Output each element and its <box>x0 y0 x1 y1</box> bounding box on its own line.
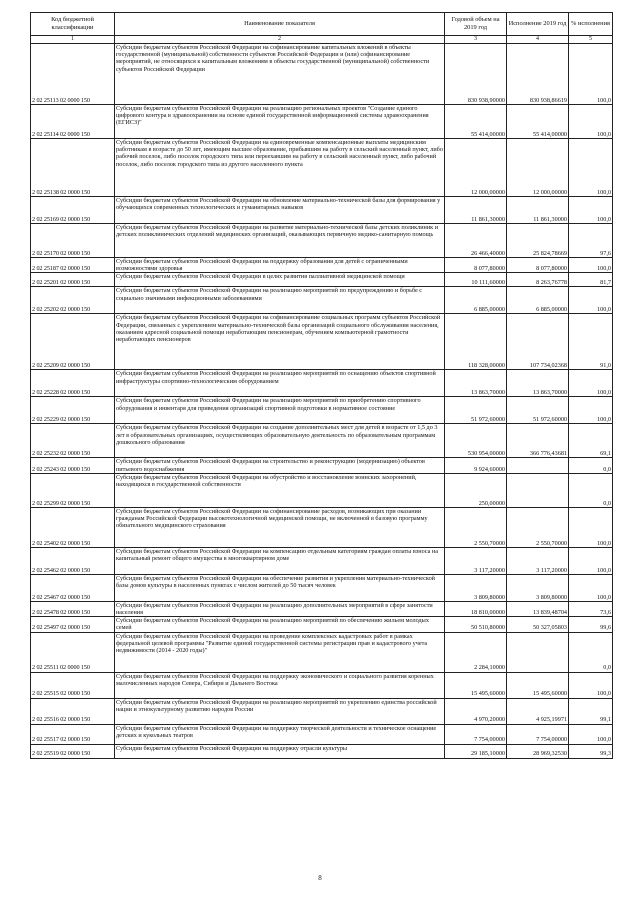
header-name: Наименование показателя <box>115 13 445 36</box>
header-percent: % исполнения <box>569 13 613 36</box>
row-percent: 100,0 <box>569 397 613 424</box>
row-fact: 8 263,76778 <box>507 273 569 287</box>
row-percent: 100,0 <box>569 370 613 397</box>
row-fact: 50 327,05803 <box>507 617 569 632</box>
row-plan: 9 924,60000 <box>445 458 507 473</box>
row-code: 2 02 25243 02 0000 150 <box>31 458 115 473</box>
row-name: Субсидии бюджетам субъектов Российской Федерации на обновление материально-технической базы для формирования у обучающихся современных технологических и гуманитарных навыков <box>115 197 445 224</box>
row-fact: 51 972,60000 <box>507 397 569 424</box>
row-name: Субсидии бюджетам субъектов Российской Федерации на обустройство и восстановление воинских захоронений, находящихся в государственной собственности <box>115 473 445 507</box>
table-row <box>31 473 613 507</box>
row-code: 2 02 25517 02 0000 150 <box>31 724 115 744</box>
row-name: Субсидии бюджетам субъектов Российской Федерации на поддержку экономического и социального развития коренных малочисленных народов Севера, Сибири и Дальнего Востока <box>115 672 445 698</box>
row-percent: 100,0 <box>569 197 613 224</box>
row-fact: 25 824,78669 <box>507 224 569 258</box>
row-name: Субсидии бюджетам субъектов Российской Федерации на реализацию дополнительных мероприятий в сфере занятости населения <box>115 601 445 616</box>
row-code: 2 02 25138 02 0000 150 <box>31 139 115 197</box>
table-row <box>31 744 613 758</box>
row-fact: 7 754,00000 <box>507 724 569 744</box>
row-percent: 100,0 <box>569 574 613 601</box>
row-name: Субсидии бюджетам субъектов Российской Федерации на реализацию мероприятий по укреплению единства российской нации и этнокультурному развитию народов России <box>115 698 445 724</box>
table-body <box>31 44 613 759</box>
row-percent: 100,0 <box>569 507 613 547</box>
table-row <box>31 632 613 672</box>
row-fact: 13 839,48704 <box>507 601 569 616</box>
table-row <box>31 273 613 287</box>
row-code: 2 02 25402 02 0000 150 <box>31 507 115 547</box>
row-plan: 15 495,60000 <box>445 672 507 698</box>
row-plan: 530 954,00000 <box>445 424 507 458</box>
row-fact: 12 000,00000 <box>507 139 569 197</box>
row-code: 2 02 25511 02 0000 150 <box>31 632 115 672</box>
row-percent: 100,0 <box>569 547 613 574</box>
row-plan: 250,00000 <box>445 473 507 507</box>
table-row <box>31 197 613 224</box>
table-row <box>31 574 613 601</box>
row-percent: 0,0 <box>569 458 613 473</box>
row-fact <box>507 632 569 672</box>
row-code: 2 02 25467 02 0000 150 <box>31 574 115 601</box>
row-plan: 2 550,70000 <box>445 507 507 547</box>
row-percent: 99,3 <box>569 744 613 758</box>
row-code: 2 02 25516 02 0000 150 <box>31 698 115 724</box>
row-plan: 4 970,20000 <box>445 698 507 724</box>
row-name: Субсидии бюджетам субъектов Российской Федерации на создание дополнительных мест для детей в возрасте от 1,5 до 3 лет в образовательных организациях, осуществляющих образовательную деятельность по образовательным программам дошкольного образования <box>115 424 445 458</box>
table-row <box>31 258 613 273</box>
row-percent: 69,1 <box>569 424 613 458</box>
table-row <box>31 672 613 698</box>
table-row <box>31 224 613 258</box>
row-percent: 97,6 <box>569 224 613 258</box>
row-fact: 3 809,80000 <box>507 574 569 601</box>
row-code: 2 02 25114 02 0000 150 <box>31 105 115 139</box>
row-fact: 28 969,32530 <box>507 744 569 758</box>
row-fact: 15 495,60000 <box>507 672 569 698</box>
row-name: Субсидии бюджетам субъектов Российской Федерации на поддержку образования для детей с ограниченными возможностями здоровья <box>115 258 445 273</box>
row-fact: 366 776,43681 <box>507 424 569 458</box>
table-row <box>31 507 613 547</box>
row-code: 2 02 25201 02 0000 150 <box>31 273 115 287</box>
row-name: Субсидии бюджетам субъектов Российской Федерации на реализацию мероприятий по оснащению объектов спортивной инфраструктуры спортивно-технологическим оборудованием <box>115 370 445 397</box>
row-fact: 55 414,00000 <box>507 105 569 139</box>
row-code: 2 02 25228 02 0000 150 <box>31 370 115 397</box>
row-code: 2 02 25478 02 0000 150 <box>31 601 115 616</box>
row-fact: 2 550,70000 <box>507 507 569 547</box>
row-fact: 107 734,02368 <box>507 314 569 370</box>
row-percent: 100,0 <box>569 139 613 197</box>
row-percent: 100,0 <box>569 258 613 273</box>
header-code: Код бюджетной классификации <box>31 13 115 36</box>
table-row <box>31 105 613 139</box>
row-name: Субсидии бюджетам субъектов Российской Федерации на софинансирование социальных программ субъектов Российской Федерации, связанных с укреплением материально-технической базы организаций социального обслуживания населения, оказанием адресной социальной помощи неработающим пенсионерам, обучением компьютерной грамотности неработающих пенсионеров <box>115 314 445 370</box>
column-number: 1 <box>31 36 115 44</box>
row-fact: 3 117,20000 <box>507 547 569 574</box>
table-row <box>31 617 613 632</box>
row-code: 2 02 25232 02 0000 150 <box>31 424 115 458</box>
row-percent: 100,0 <box>569 105 613 139</box>
row-code: 2 02 25462 02 0000 150 <box>31 547 115 574</box>
row-name: Субсидии бюджетам субъектов Российской Федерации на строительство и реконструкцию (модернизацию) объектов питьевого водоснабжения <box>115 458 445 473</box>
row-name: Субсидии бюджетам субъектов Российской Федерации в целях развития паллиативной медицинской помощи <box>115 273 445 287</box>
row-name: Субсидии бюджетам субъектов Российской Федерации на поддержку творческой деятельности и техническое оснащение детских и кукольных театров <box>115 724 445 744</box>
row-fact: 4 925,19971 <box>507 698 569 724</box>
row-percent: 99,1 <box>569 698 613 724</box>
row-name: Субсидии бюджетам субъектов Российской Федерации на софинансирование капитальных вложений в объекты государственной (муниципальной) собственности субъектов Российской Федерации и (или) софинансирование мероприятий, не относящихся к капитальным вложениям в объекты государственной (муниципальной) собственности субъектов Российской Федерации <box>115 44 445 105</box>
row-percent: 100,0 <box>569 44 613 105</box>
row-percent: 73,6 <box>569 601 613 616</box>
table-row <box>31 287 613 314</box>
row-name: Субсидии бюджетам субъектов Российской Федерации на развитие материально-технической базы детских поликлиник и детских поликлинических отделений медицинских организаций, оказывающих первичную медико-санитарную помощь <box>115 224 445 258</box>
row-plan: 51 972,60000 <box>445 397 507 424</box>
row-percent: 0,0 <box>569 632 613 672</box>
row-code: 2 02 25169 02 0000 150 <box>31 197 115 224</box>
row-fact: 8 077,80000 <box>507 258 569 273</box>
row-fact: 13 863,70000 <box>507 370 569 397</box>
table-header <box>31 13 613 44</box>
header-row <box>31 13 613 36</box>
row-code: 2 02 25187 02 0000 150 <box>31 258 115 273</box>
row-code: 2 02 25497 02 0000 150 <box>31 617 115 632</box>
row-percent: 91,0 <box>569 314 613 370</box>
table-row <box>31 370 613 397</box>
row-plan: 11 861,30000 <box>445 197 507 224</box>
header-fact: Исполнение 2019 год <box>507 13 569 36</box>
header-plan: Годовой объем на 2019 год <box>445 13 507 36</box>
row-plan: 10 111,60000 <box>445 273 507 287</box>
row-name: Субсидии бюджетам субъектов Российской Федерации на реализацию мероприятий по предупреждению и борьбе с социально значимыми инфекционными заболеваниями <box>115 287 445 314</box>
row-code: 2 02 25170 02 0000 150 <box>31 224 115 258</box>
row-code: 2 02 25515 02 0000 150 <box>31 672 115 698</box>
row-plan: 118 328,00000 <box>445 314 507 370</box>
table-row <box>31 314 613 370</box>
row-percent: 99,6 <box>569 617 613 632</box>
row-code: 2 02 25519 02 0000 150 <box>31 744 115 758</box>
row-plan: 6 885,00000 <box>445 287 507 314</box>
row-percent: 100,0 <box>569 672 613 698</box>
row-plan: 29 185,10000 <box>445 744 507 758</box>
row-plan: 7 754,00000 <box>445 724 507 744</box>
row-name: Субсидии бюджетам субъектов Российской Федерации на единовременные компенсационные выплаты медицинским работникам в возрасте до 50 лет, имеющим высшее образование, прибывшим на работу в сельский населенный пункт, либо рабочий поселок, либо поселок городского типа или переехавшим на работу в сельский населенный пункт, либо рабочий поселок, либо поселок городского типа из другого населенного пункта <box>115 139 445 197</box>
table-row <box>31 424 613 458</box>
row-code: 2 02 25113 02 0000 150 <box>31 44 115 105</box>
row-plan: 3 809,80000 <box>445 574 507 601</box>
row-plan: 2 284,10000 <box>445 632 507 672</box>
row-name: Субсидии бюджетам субъектов Российской Федерации на реализацию мероприятий по приобретению спортивного оборудования и инвентаря для приведения организаций спортивной подготовки в нормативное состояние <box>115 397 445 424</box>
row-fact: 830 938,86619 <box>507 44 569 105</box>
row-plan: 26 466,40000 <box>445 224 507 258</box>
table-row <box>31 601 613 616</box>
table-row <box>31 458 613 473</box>
table-row <box>31 139 613 197</box>
column-number-row <box>31 36 613 44</box>
row-code: 2 02 25299 02 0000 150 <box>31 473 115 507</box>
row-plan: 830 938,90000 <box>445 44 507 105</box>
row-percent: 100,0 <box>569 287 613 314</box>
row-plan: 13 863,70000 <box>445 370 507 397</box>
column-number: 3 <box>445 36 507 44</box>
column-number: 4 <box>507 36 569 44</box>
row-fact <box>507 458 569 473</box>
table-row <box>31 44 613 105</box>
budget-execution-table <box>30 12 613 759</box>
table-row <box>31 397 613 424</box>
column-number: 5 <box>569 36 613 44</box>
column-number: 2 <box>115 36 445 44</box>
table-row <box>31 698 613 724</box>
page-number: 8 <box>318 874 322 882</box>
row-percent: 100,0 <box>569 724 613 744</box>
row-name: Субсидии бюджетам субъектов Российской Федерации на реализацию мероприятий по обеспечению жильем молодых семей <box>115 617 445 632</box>
row-percent: 0,0 <box>569 473 613 507</box>
row-plan: 55 414,00000 <box>445 105 507 139</box>
row-plan: 50 510,80000 <box>445 617 507 632</box>
row-percent: 81,7 <box>569 273 613 287</box>
row-code: 2 02 25202 02 0000 150 <box>31 287 115 314</box>
table-row <box>31 724 613 744</box>
row-code: 2 02 25209 02 0000 150 <box>31 314 115 370</box>
row-name: Субсидии бюджетам субъектов Российской Федерации на обеспечение развития и укрепления материально-технической базы домов культуры в населенных пунктах с числом жителей до 50 тысяч человек <box>115 574 445 601</box>
table-row <box>31 547 613 574</box>
row-name: Субсидии бюджетам субъектов Российской Федерации на реализацию региональных проектов "Создание единого цифрового контура в здравоохранении на основе единой государственной информационной системы здравоохранения (ЕГИСЗ)" <box>115 105 445 139</box>
row-name: Субсидии бюджетам субъектов Российской Федерации на проведение комплексных кадастровых работ в рамках федеральной целевой программы "Развитие единой государственной системы регистрации прав и кадастрового учета недвижимости (2014 - 2020 годы)" <box>115 632 445 672</box>
row-name: Субсидии бюджетам субъектов Российской Федерации на поддержку отрасли культуры <box>115 744 445 758</box>
row-plan: 3 117,20000 <box>445 547 507 574</box>
row-plan: 12 000,00000 <box>445 139 507 197</box>
row-plan: 8 077,80000 <box>445 258 507 273</box>
row-name: Субсидии бюджетам субъектов Российской Федерации на софинансирование расходов, возникающих при оказании гражданам Российской Федерации высокотехнологичной медицинской помощи, не включенной в базовую программу обязательного медицинского страхования <box>115 507 445 547</box>
row-fact <box>507 473 569 507</box>
row-fact: 6 885,00000 <box>507 287 569 314</box>
row-name: Субсидии бюджетам субъектов Российской Федерации на компенсацию отдельным категориям граждан оплаты взноса на капитальный ремонт общего имущества в многоквартирном доме <box>115 547 445 574</box>
row-fact: 11 861,30000 <box>507 197 569 224</box>
row-plan: 18 810,00000 <box>445 601 507 616</box>
row-code: 2 02 25229 02 0000 150 <box>31 397 115 424</box>
